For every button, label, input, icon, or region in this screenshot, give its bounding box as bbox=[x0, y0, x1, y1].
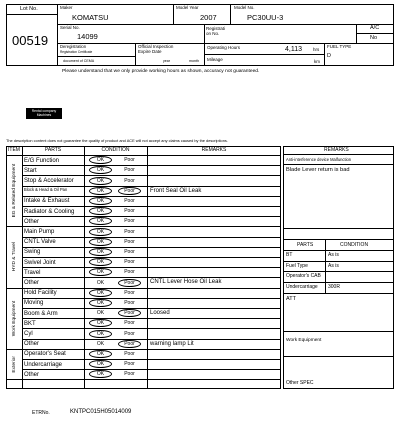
operating-hours-value: 4,113 bbox=[285, 46, 302, 53]
table-part-label: Block & Head & Oil Pan bbox=[24, 187, 68, 193]
km-label: km bbox=[314, 59, 320, 64]
table-part-label: Other bbox=[24, 341, 40, 348]
condition-ok-mark: OK bbox=[89, 299, 112, 307]
right-part-label: Undercarriage bbox=[286, 284, 318, 291]
condition-ok-mark: OK bbox=[96, 340, 105, 347]
model-no-label: Model No. bbox=[234, 5, 255, 10]
condition-ok-mark: OK bbox=[89, 289, 112, 297]
right-part-label: Operator's CAB bbox=[286, 273, 321, 280]
rental-company-badge: Rental company Machines bbox=[26, 108, 62, 119]
table-row-divider bbox=[22, 328, 281, 329]
table-part-label: BKT bbox=[24, 320, 36, 327]
table-row-divider bbox=[22, 257, 281, 258]
condition-ok-mark: OK bbox=[96, 310, 105, 317]
registration-cert-label: Registration Certificate bbox=[60, 50, 93, 54]
inspection-label: Official Inspection Expire Date bbox=[138, 44, 174, 54]
condition-poor-mark: Poor bbox=[118, 187, 141, 195]
condition-ok-mark: OK bbox=[89, 197, 112, 205]
table-part-label: Intake & Exhaust bbox=[24, 198, 70, 205]
table-part-label: Radiator & Cooling bbox=[24, 208, 75, 215]
table-row-divider bbox=[22, 175, 281, 176]
table-part-label: CNTL Valve bbox=[24, 239, 56, 246]
condition-ok-mark: OK bbox=[89, 238, 112, 246]
table-part-label: Operator's Seat bbox=[24, 351, 66, 358]
right-row-divider bbox=[283, 282, 394, 283]
table-row-divider bbox=[22, 196, 281, 197]
disclaimer-top: Please understand that we only provide working hours as shown, accuracy not guaranteed. bbox=[62, 69, 260, 74]
deregistration-label: Deregistration bbox=[60, 44, 87, 49]
condition-ok-mark: OK bbox=[89, 156, 112, 164]
table-part-label: Other bbox=[24, 371, 40, 378]
condition-poor-mark: Poor bbox=[124, 218, 135, 225]
condition-poor-mark: Poor bbox=[118, 340, 141, 348]
table-part-label: Main Pump bbox=[24, 228, 55, 235]
right-condition-header: CONDITION bbox=[340, 242, 369, 248]
col-condition-header: CONDITION bbox=[101, 147, 130, 153]
condition-poor-mark: Poor bbox=[124, 330, 135, 337]
table-row-divider bbox=[22, 165, 281, 166]
condition-ok-mark: OK bbox=[89, 177, 112, 185]
att-bottom-divider bbox=[283, 331, 394, 332]
table-part-label: Hold Facility bbox=[24, 290, 57, 297]
table-part-label: Swing bbox=[24, 249, 41, 256]
table-row-divider bbox=[22, 206, 281, 207]
condition-ok-mark: OK bbox=[89, 166, 112, 174]
table-row-divider bbox=[22, 308, 281, 309]
disclaimer-mid: The description content does not guarantee the quality of product and ACE will not accept any claims caused by the descriptions. bbox=[6, 138, 228, 143]
table-remark: CNTL Lever Hose Oil Leak bbox=[150, 279, 222, 286]
col-remarks-header: REMARKS bbox=[201, 147, 227, 153]
table-row-divider bbox=[22, 277, 281, 278]
right-remarks-header: REMARKS bbox=[324, 147, 349, 153]
condition-poor-mark: Poor bbox=[124, 157, 135, 164]
other-spec-top-divider bbox=[283, 356, 394, 357]
condition-ok-mark: OK bbox=[89, 330, 112, 338]
operating-hours-label: Operating Hours bbox=[207, 45, 241, 50]
right-parts-header: PARTS bbox=[297, 242, 314, 248]
table-part-label: Cyl bbox=[24, 330, 33, 337]
fuel-type-value: D bbox=[327, 53, 331, 59]
condition-poor-mark: Poor bbox=[124, 269, 135, 276]
table-row-divider bbox=[22, 318, 281, 319]
condition-ok-mark: OK bbox=[89, 207, 112, 215]
right-part-label: BT bbox=[286, 252, 293, 258]
year-label: year bbox=[163, 59, 170, 63]
table-part-label: Moving bbox=[24, 300, 44, 307]
right-row-divider bbox=[283, 271, 394, 272]
other-spec-label: Other SPEC bbox=[286, 380, 314, 386]
right-condition-value: As is bbox=[328, 252, 339, 258]
serial-value: 14099 bbox=[77, 32, 98, 41]
group-label: HYD & Travel bbox=[12, 242, 17, 272]
condition-ok-mark: OK bbox=[89, 370, 112, 378]
table-row-divider bbox=[22, 216, 281, 217]
condition-ok-mark: OK bbox=[89, 258, 112, 266]
condition-poor-mark: Poor bbox=[124, 167, 135, 174]
right-condition-value: 300R bbox=[328, 284, 340, 291]
table-part-label: Swivel Joint bbox=[24, 259, 56, 266]
condition-poor-mark: Poor bbox=[124, 371, 135, 378]
etr-value: KNTPC015H05014009 bbox=[70, 409, 132, 415]
work-equipment-label: Work Equipment bbox=[286, 338, 322, 343]
condition-poor-mark: Poor bbox=[124, 228, 135, 235]
table-part-label: Other bbox=[24, 279, 40, 286]
condition-poor-mark: Poor bbox=[124, 238, 135, 245]
condition-poor-mark: Poor bbox=[124, 320, 135, 327]
condition-poor-mark: Poor bbox=[124, 177, 135, 184]
table-part-label: Other bbox=[24, 218, 40, 225]
table-row-divider bbox=[22, 267, 281, 268]
table-part-label: Start bbox=[24, 167, 37, 174]
condition-poor-mark: Poor bbox=[124, 289, 135, 296]
remarks-box-bottom bbox=[283, 228, 394, 229]
condition-poor-mark: Poor bbox=[118, 279, 141, 287]
lot-no: 00519 bbox=[12, 33, 49, 48]
col-item-header: ITEM bbox=[8, 147, 20, 153]
right-condition-value: As is bbox=[328, 262, 339, 269]
condition-ok-mark: OK bbox=[89, 217, 112, 225]
condition-poor-mark: Poor bbox=[118, 309, 141, 317]
condition-poor-mark: Poor bbox=[124, 361, 135, 368]
table-part-label: Travel bbox=[24, 269, 41, 276]
blade-lever-text: Blade Lever return is bad bbox=[286, 167, 350, 173]
condition-ok-mark: OK bbox=[89, 360, 112, 368]
etr-label: ETRNo. bbox=[32, 410, 50, 416]
parts-col-divider bbox=[325, 239, 326, 293]
lot-no-label: Lot No. bbox=[20, 6, 38, 12]
condition-ok-mark: OK bbox=[96, 279, 105, 286]
registration-cell bbox=[204, 24, 357, 44]
att-label: ATT bbox=[286, 296, 296, 302]
table-part-label: Stop & Accelerator bbox=[24, 177, 74, 184]
right-part-label: Fuel Type bbox=[286, 262, 308, 269]
hrs-label: hrs bbox=[313, 47, 320, 52]
model-no-value: PC30UU-3 bbox=[247, 13, 284, 22]
table-remark: Loosed bbox=[150, 310, 170, 316]
document-cema-label: document of CEMA bbox=[63, 59, 95, 63]
table-row-divider bbox=[22, 349, 281, 350]
ac-label: A/C bbox=[370, 25, 380, 31]
table-remark: Front Seal Oil Leak bbox=[150, 187, 202, 194]
model-year-value: 2007 bbox=[200, 13, 217, 22]
month-label: month bbox=[189, 59, 199, 63]
maker-value: KOMATSU bbox=[72, 13, 109, 22]
model-year-label: Model Year bbox=[176, 5, 199, 10]
condition-ok-mark: OK bbox=[89, 248, 112, 256]
ac-value: No bbox=[370, 35, 378, 41]
table-row-divider bbox=[22, 339, 281, 340]
table-header-divider bbox=[6, 155, 281, 156]
mileage-label: Mileage bbox=[207, 57, 223, 62]
table-part-label: Boom & Arm bbox=[24, 310, 58, 317]
serial-label: Serial No. bbox=[60, 25, 80, 30]
table-remark: warning lamp Lit bbox=[150, 340, 194, 347]
col-parts-header: PARTS bbox=[44, 147, 62, 153]
maker-label: Maker bbox=[60, 5, 73, 10]
group-label: EG & Related Equipment bbox=[12, 163, 17, 218]
condition-ok-mark: OK bbox=[89, 350, 112, 358]
fuel-type-label: FUEL TYPE bbox=[327, 44, 352, 49]
condition-ok-mark: OK bbox=[89, 187, 112, 195]
condition-poor-mark: Poor bbox=[124, 208, 135, 215]
condition-poor-mark: Poor bbox=[124, 259, 135, 266]
registration-label: Registrati on No. bbox=[206, 26, 226, 36]
table-row-divider bbox=[22, 298, 281, 299]
condition-ok-mark: OK bbox=[89, 319, 112, 327]
table-row-divider bbox=[22, 237, 281, 238]
table-part-label: Undercarriage bbox=[24, 361, 63, 368]
right-row-divider bbox=[283, 293, 394, 294]
right-row-divider bbox=[283, 261, 394, 262]
anti-interference-text: Anti-interference device Malfunction bbox=[286, 157, 352, 162]
table-row-divider bbox=[22, 369, 281, 370]
group-label: Work Equipment bbox=[12, 300, 17, 336]
table-row-divider bbox=[22, 379, 281, 380]
table-row-divider bbox=[22, 247, 281, 248]
table-row-divider bbox=[22, 359, 281, 360]
condition-ok-mark: OK bbox=[89, 268, 112, 276]
group-label: Exterior bbox=[12, 355, 17, 373]
condition-poor-mark: Poor bbox=[124, 198, 135, 204]
table-row-divider bbox=[22, 226, 281, 227]
condition-poor-mark: Poor bbox=[124, 249, 135, 255]
table-row-divider bbox=[22, 288, 281, 289]
condition-ok-mark: OK bbox=[89, 228, 112, 236]
condition-poor-mark: Poor bbox=[124, 351, 135, 357]
dereg-divider bbox=[57, 56, 136, 57]
table-part-label: E/G Function bbox=[24, 157, 60, 164]
condition-poor-mark: Poor bbox=[124, 300, 135, 306]
